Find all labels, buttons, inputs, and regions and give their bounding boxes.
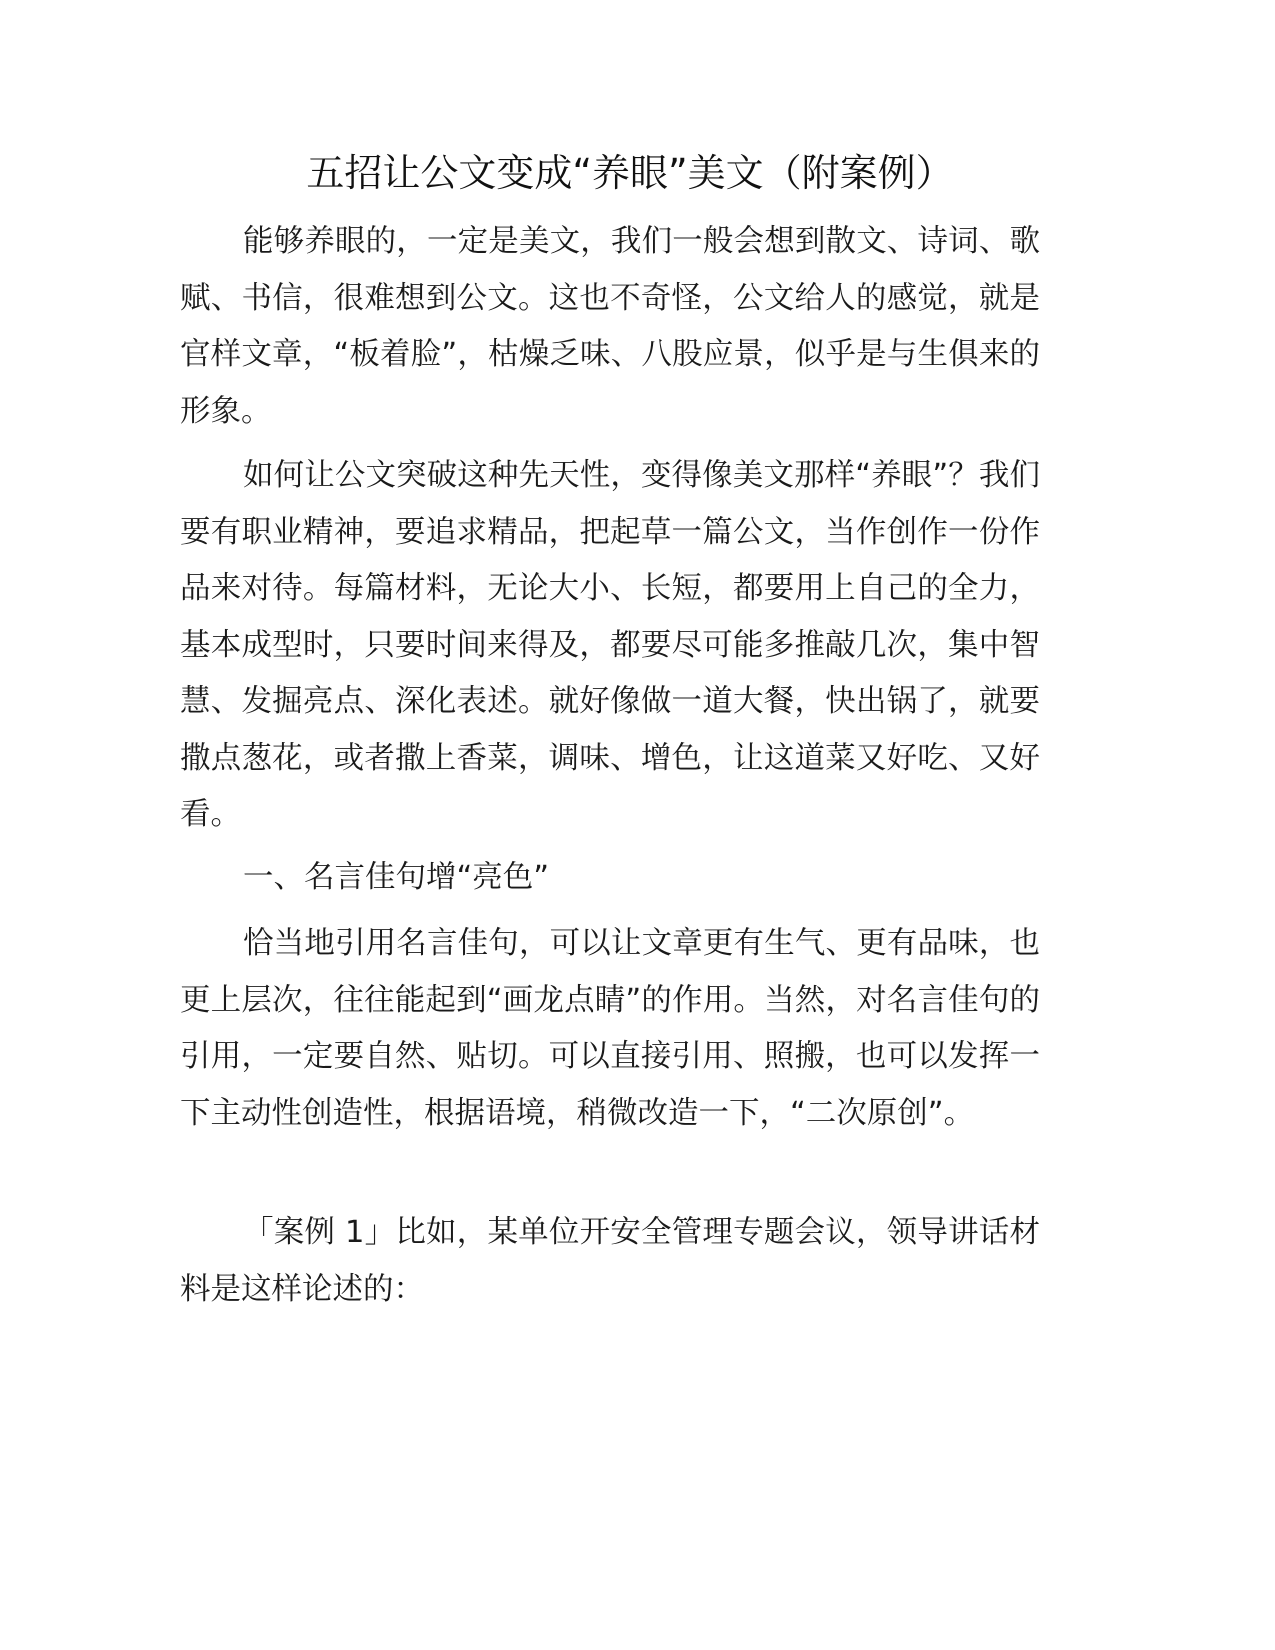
document-title: 五招让公文变成“养眼”美文（附案例）	[306, 151, 954, 195]
section-paragraph-1: 恰当地引用名言佳句，可以让文章更有生气、更有品味，也更上层次，往往能起到“画龙点睛”的作用。当然，对名言佳句的引用，一定要自然、贴切。可以直接引用、照搬，也可以发挥一下主动性创造性，根据语境，稍微改造一下，“二次原创”。	[180, 926, 1040, 1131]
case-paragraph-1: 「案例 1」比如，某单位开安全管理专题会议，领导讲话材料是这样论述的：	[180, 1215, 1040, 1307]
intro-paragraph-1: 能够养眼的，一定是美文，我们一般会想到散文、诗词、歌赋、书信，很难想到公文。这也不奇怪，公文给人的感觉，就是官样文章，“板着脸”，枯燥乏味、八股应景，似乎是与生俱来的形象。	[180, 224, 1040, 429]
intro-paragraph-2: 如何让公文突破这种先天性，变得像美文那样“养眼”？我们要有职业精神，要追求精品，把起草一篇公文，当作创作一份作品来对待。每篇材料，无论大小、长短，都要用上自己的全力，基本成型时，只要时间来得及，都要尽可能多推敲几次，集中智慧、发掘亮点、深化表述。就好像做一道大餐，快出锅了，就要撒点葱花，或者撒上香菜，调味、增色，让这道菜又好吃、又好看。	[180, 458, 1040, 832]
section-heading-1: 一、名言佳句增“亮色”	[243, 860, 550, 895]
